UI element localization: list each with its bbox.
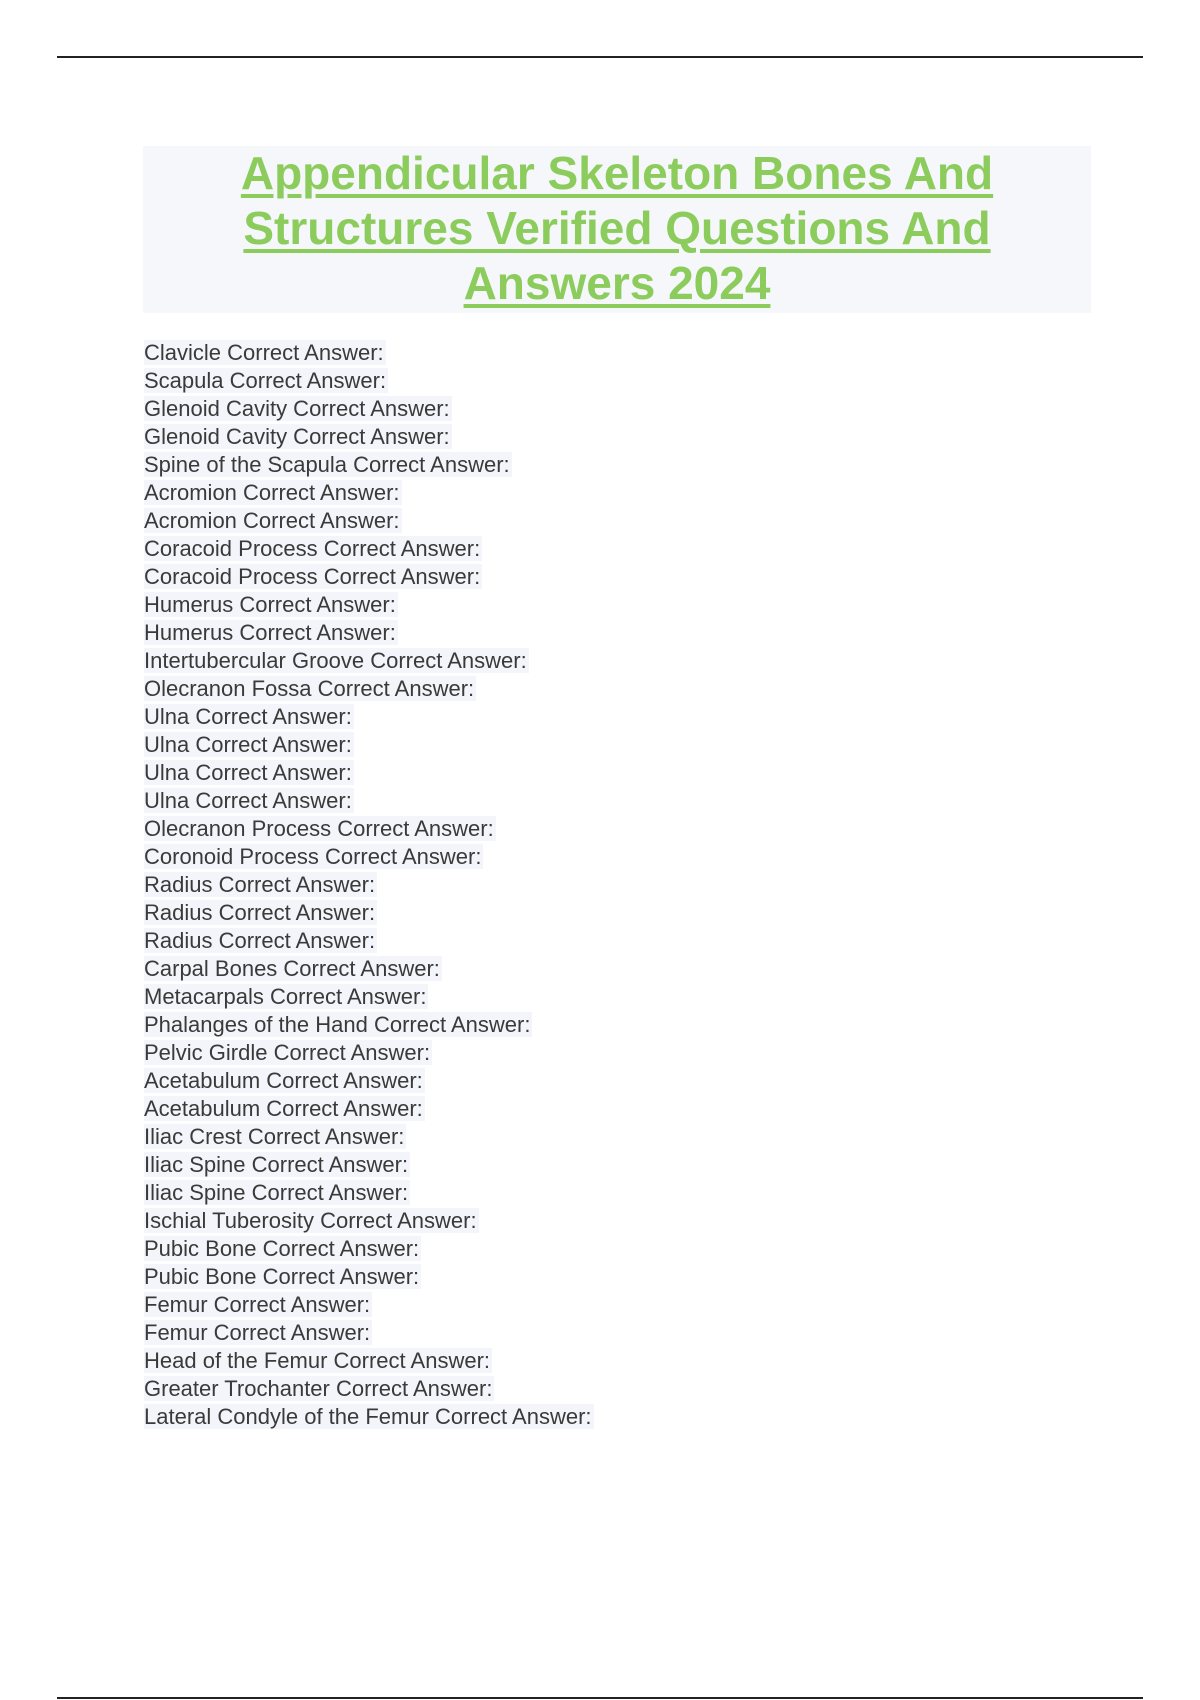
- question-text: Femur Correct Answer:: [144, 1320, 371, 1345]
- question-text: Iliac Crest Correct Answer:: [144, 1124, 405, 1149]
- question-item: [144, 1207, 594, 1235]
- question-item: [144, 955, 594, 983]
- question-item: [144, 339, 594, 367]
- question-text: Radius Correct Answer:: [144, 872, 376, 897]
- question-item: [144, 1067, 594, 1095]
- question-item: [144, 1291, 594, 1319]
- question-text: Humerus Correct Answer:: [144, 592, 396, 617]
- question-text: Coracoid Process Correct Answer:: [144, 564, 481, 589]
- question-text: Ulna Correct Answer:: [144, 788, 352, 813]
- question-text: Clavicle Correct Answer:: [144, 340, 384, 365]
- question-text: Humerus Correct Answer:: [144, 620, 396, 645]
- question-text: Coronoid Process Correct Answer:: [144, 844, 482, 869]
- question-item: [144, 927, 594, 955]
- question-text: Iliac Spine Correct Answer:: [144, 1180, 409, 1205]
- question-text: Intertubercular Groove Correct Answer:: [144, 648, 527, 673]
- question-text: Pubic Bone Correct Answer:: [144, 1236, 420, 1261]
- question-item: [144, 591, 594, 619]
- question-item: [144, 479, 594, 507]
- title-panel: [143, 146, 1091, 313]
- question-text: Pubic Bone Correct Answer:: [144, 1264, 420, 1289]
- question-text: Olecranon Fossa Correct Answer:: [144, 676, 475, 701]
- question-item: [144, 423, 594, 451]
- question-item: [144, 787, 594, 815]
- question-text: Glenoid Cavity Correct Answer:: [144, 396, 450, 421]
- question-text: Iliac Spine Correct Answer:: [144, 1152, 409, 1177]
- question-text: Spine of the Scapula Correct Answer:: [144, 452, 510, 477]
- question-text: Olecranon Process Correct Answer:: [144, 816, 494, 841]
- question-text: Acetabulum Correct Answer:: [144, 1096, 423, 1121]
- question-text: Ischial Tuberosity Correct Answer:: [144, 1208, 477, 1233]
- question-text: Lateral Condyle of the Femur Correct Answer:: [144, 1404, 592, 1429]
- question-item: [144, 1179, 594, 1207]
- question-item: [144, 367, 594, 395]
- question-text: Scapula Correct Answer:: [144, 368, 387, 393]
- question-item: [144, 395, 594, 423]
- question-item: [144, 619, 594, 647]
- question-text: Acromion Correct Answer:: [144, 508, 400, 533]
- question-item: [144, 871, 594, 899]
- footer-rule: [57, 1697, 1143, 1699]
- question-text: Radius Correct Answer:: [144, 928, 376, 953]
- question-item: [144, 1347, 594, 1375]
- question-item: [144, 1263, 594, 1291]
- question-text: Ulna Correct Answer:: [144, 732, 352, 757]
- question-item: [144, 535, 594, 563]
- question-text: Radius Correct Answer:: [144, 900, 376, 925]
- header-rule: [57, 56, 1143, 58]
- question-text: Ulna Correct Answer:: [144, 704, 352, 729]
- question-text: Greater Trochanter Correct Answer:: [144, 1376, 493, 1401]
- question-item: [144, 1095, 594, 1123]
- question-text: Head of the Femur Correct Answer:: [144, 1348, 491, 1373]
- question-item: [144, 507, 594, 535]
- question-item: [144, 1011, 594, 1039]
- question-text: Carpal Bones Correct Answer:: [144, 956, 440, 981]
- question-item: [144, 647, 594, 675]
- question-text: Ulna Correct Answer:: [144, 760, 352, 785]
- question-item: [144, 1123, 594, 1151]
- question-text: Phalanges of the Hand Correct Answer:: [144, 1012, 531, 1037]
- question-item: [144, 1375, 594, 1403]
- question-item: [144, 675, 594, 703]
- question-item: [144, 1151, 594, 1179]
- question-item: [144, 983, 594, 1011]
- question-text: Acetabulum Correct Answer:: [144, 1068, 423, 1093]
- question-text: Pelvic Girdle Correct Answer:: [144, 1040, 431, 1065]
- question-item: [144, 815, 594, 843]
- question-item: [144, 759, 594, 787]
- document-title: Appendicular Skeleton Bones And Structures Verified Questions And Answers 2024: [240, 147, 994, 309]
- question-text: Coracoid Process Correct Answer:: [144, 536, 481, 561]
- question-item: [144, 1039, 594, 1067]
- question-text: Glenoid Cavity Correct Answer:: [144, 424, 450, 449]
- question-text: Femur Correct Answer:: [144, 1292, 371, 1317]
- question-item: [144, 1319, 594, 1347]
- question-item: [144, 1403, 594, 1431]
- question-item: [144, 843, 594, 871]
- question-item: [144, 899, 594, 927]
- question-item: [144, 1235, 594, 1263]
- question-text: Metacarpals Correct Answer:: [144, 984, 427, 1009]
- question-item: [144, 731, 594, 759]
- question-text: Acromion Correct Answer:: [144, 480, 400, 505]
- question-item: [144, 563, 594, 591]
- question-item: [144, 703, 594, 731]
- question-item: [144, 451, 594, 479]
- question-list: [144, 339, 594, 1431]
